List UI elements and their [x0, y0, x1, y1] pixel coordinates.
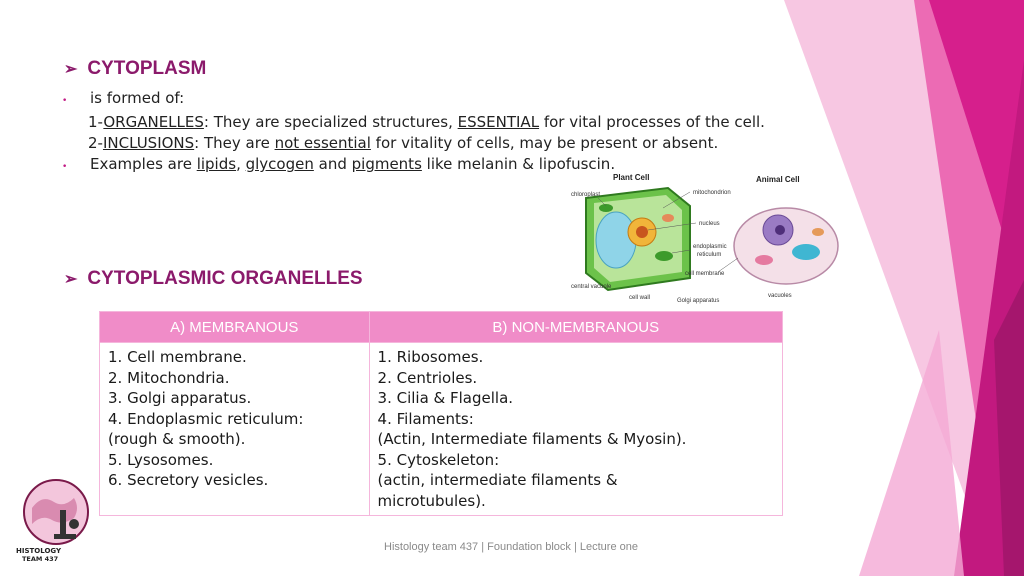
organelles-line: 1-ORGANELLES: They are specialized structures, ESSENTIAL for vital processes of the cell.: [88, 113, 765, 131]
histology-team-logo: [14, 478, 94, 564]
column-header-membranous: A) MEMBRANOUS: [100, 312, 370, 343]
non-membranous-cell: [369, 343, 782, 516]
membranous-item: 5. Lysosomes.: [108, 450, 214, 469]
svg-text:HISTOLOGY: HISTOLOGY: [16, 547, 62, 555]
svg-text:cell wall: cell wall: [629, 295, 651, 301]
non-membranous-item: 2. Centrioles.: [377, 368, 478, 387]
membranous-cell: [100, 343, 370, 516]
cytoplasm-bullets: [60, 88, 765, 178]
footer-text: Histology team 437 | Foundation block | Lecture one: [384, 541, 638, 553]
svg-text:endoplasmic: endoplasmic: [693, 244, 727, 250]
cytoplasm-heading: [64, 58, 206, 80]
non-membranous-item: 4. Filaments:: [377, 409, 474, 428]
inclusions-line: 2-INCLUSIONS: They are not essential for vitality of cells, may be present or absent.: [88, 134, 719, 152]
svg-text:reticulum: reticulum: [697, 252, 722, 258]
svg-text:Plant Cell: Plant Cell: [613, 173, 650, 182]
svg-text:Animal Cell: Animal Cell: [756, 175, 800, 184]
section-title: CYTOPLASMIC ORGANELLES: [87, 268, 363, 289]
organelles-table: [99, 311, 783, 516]
membranous-item: 6. Secretory vesicles.: [108, 471, 269, 489]
svg-text:central vacuole: central vacuole: [571, 284, 612, 290]
non-membranous-item: 5. Cytoskeleton:: [377, 450, 500, 469]
bullet-icon: •: [62, 162, 68, 172]
membranous-item: 1. Cell membrane.: [108, 348, 247, 366]
arrow-bullet-icon: ➢: [64, 271, 78, 288]
non-membranous-item: 1. Ribosomes.: [377, 348, 484, 366]
bullet-icon: •: [62, 96, 68, 106]
arrow-bullet-icon: ➢: [64, 61, 78, 78]
column-header-non-membranous: B) NON-MEMBRANOUS: [369, 312, 782, 343]
svg-text:Golgi apparatus: Golgi apparatus: [677, 298, 720, 304]
section-title: CYTOPLASM: [87, 58, 207, 79]
membranous-item: 3. Golgi apparatus.: [108, 389, 252, 407]
membranous-item: 4. Endoplasmic reticulum:: [108, 409, 304, 428]
intro-text: is formed of:: [90, 89, 185, 107]
svg-text:chloroplast: chloroplast: [571, 192, 601, 198]
svg-text:TEAM 437: TEAM 437: [22, 555, 59, 563]
membranous-item: (rough & smooth).: [108, 430, 246, 448]
non-membranous-item: microtubules).: [377, 491, 486, 510]
svg-text:mitochondrion: mitochondrion: [693, 190, 731, 196]
non-membranous-item: (actin, intermediate filaments &: [377, 471, 618, 489]
svg-text:vacuoles: vacuoles: [768, 293, 792, 299]
membranous-item: 2. Mitochondria.: [108, 368, 230, 387]
non-membranous-item: 3. Cilia & Flagella.: [377, 389, 514, 407]
plant-animal-cell-figure: [568, 168, 844, 308]
svg-text:nucleus: nucleus: [699, 221, 720, 227]
svg-text:cell membrane: cell membrane: [685, 271, 725, 277]
cytoplasmic-organelles-heading: [64, 268, 363, 290]
non-membranous-item: (Actin, Intermediate filaments & Myosin).: [377, 430, 687, 448]
examples-line: • Examples are lipids, glycogen and pigments like melanin & lipofuscin.: [60, 154, 765, 178]
